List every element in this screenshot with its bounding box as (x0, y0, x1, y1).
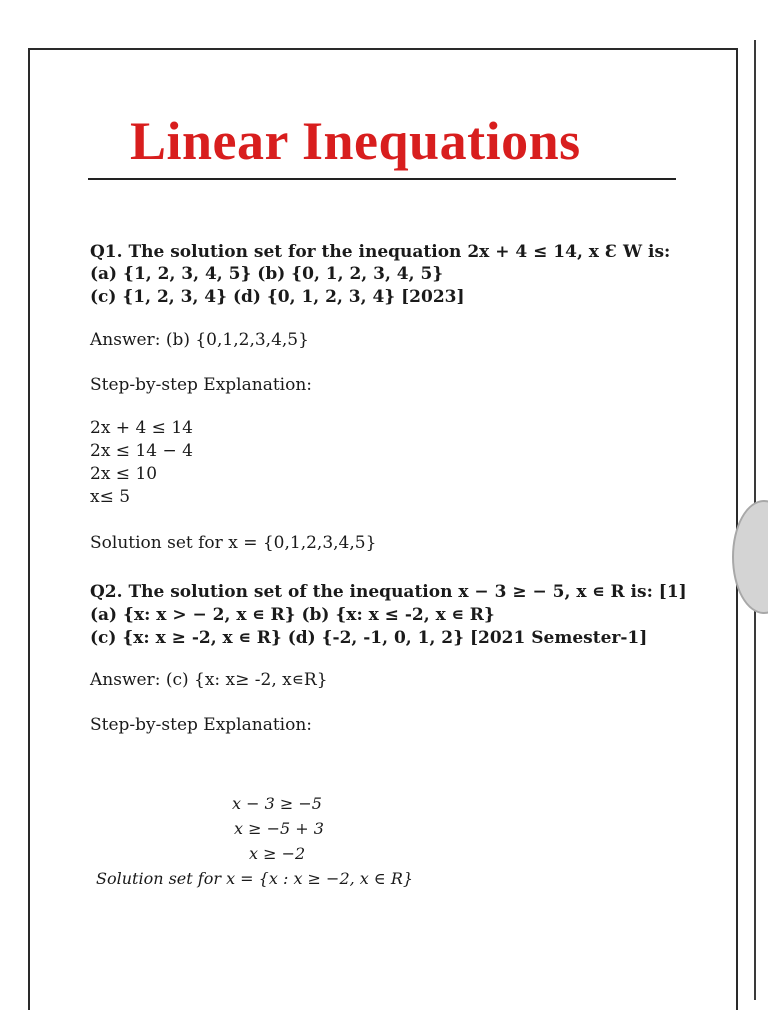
page-title: Linear Inequations (130, 111, 581, 171)
title-underline (88, 178, 676, 180)
q1-answer: Answer: (b) {0,1,2,3,4,5} (90, 330, 309, 350)
q1-step: 2x ≤ 14 − 4 (90, 441, 193, 461)
q2-step: x − 3 ≥ −5 (232, 794, 322, 813)
q1-step: x≤ 5 (90, 487, 131, 507)
q2-options-line1: (a) {x: x > − 2, x ∊ R} (b) {x: x ≤ -2, x ∊ R} (90, 605, 495, 625)
q1-step: 2x + 4 ≤ 14 (90, 418, 193, 438)
q1-question: Q1. The solution set for the inequation 2x + 4 ≤ 14, x Ɛ W is: (90, 242, 671, 262)
q2-explanation-heading: Step-by-step Explanation: (90, 715, 313, 735)
q2-step: x ≥ −2 (249, 844, 306, 863)
q2-step: x ≥ −5 + 3 (234, 819, 324, 838)
q2-solution: Solution set for x = {x : x ≥ −2, x ∈ R} (96, 869, 414, 888)
q1-explanation-heading: Step-by-step Explanation: (90, 375, 313, 395)
q2-options-line2: (c) {x: x ≥ -2, x ∊ R} (d) {-2, -1, 0, 1, 2} [2021 Semester-1] (90, 628, 648, 648)
q2-answer: Answer: (c) {x: x≥ -2, x∊R} (90, 670, 328, 690)
page-border (28, 48, 738, 1010)
q1-step: 2x ≤ 10 (90, 464, 158, 484)
q1-options-line2: (c) {1, 2, 3, 4} (d) {0, 1, 2, 3, 4} [2023] (90, 287, 465, 307)
q2-question: Q2. The solution set of the inequation x − 3 ≥ − 5, x ∊ R is: [1] (90, 582, 687, 602)
q1-solution: Solution set for x = {0,1,2,3,4,5} (90, 533, 377, 553)
q1-options-line1: (a) {1, 2, 3, 4, 5} (b) {0, 1, 2, 3, 4, 5} (90, 264, 444, 284)
